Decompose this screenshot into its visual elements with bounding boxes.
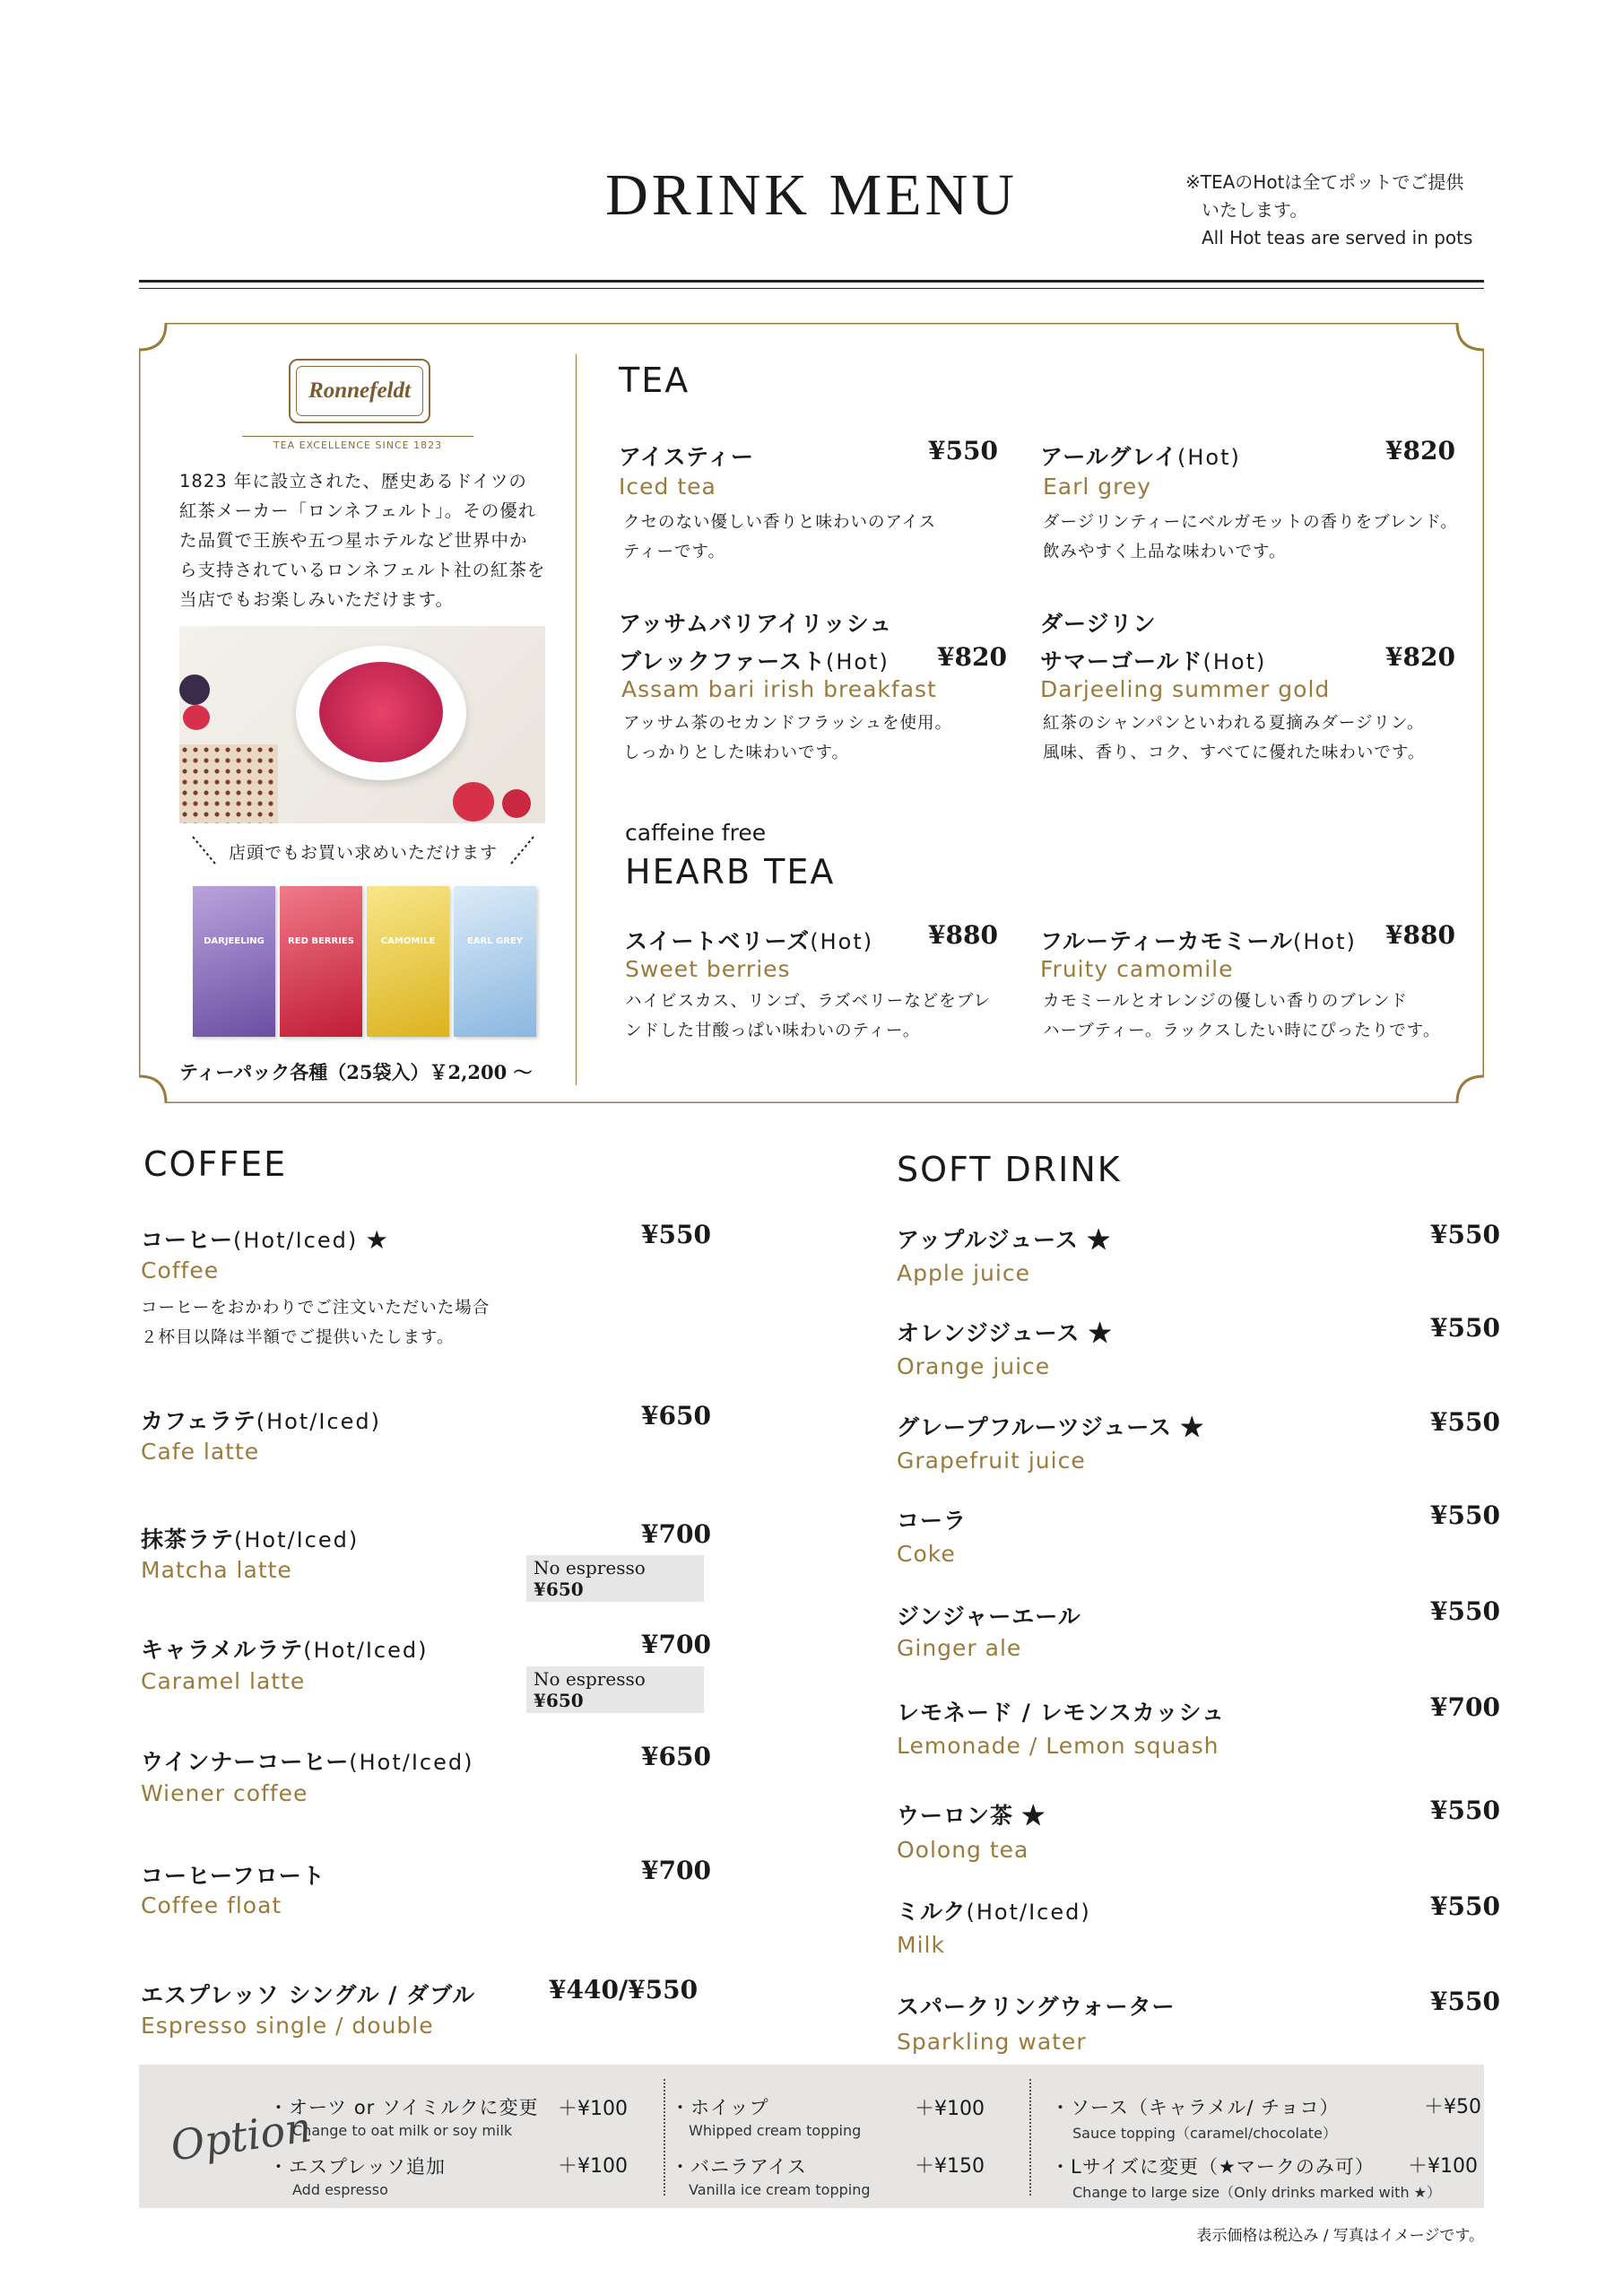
item-ja: ウインナーコーヒー bbox=[141, 1749, 350, 1775]
option-en: Change to oat milk or soy milk bbox=[292, 2122, 513, 2139]
item-en: Fruity camomile bbox=[1040, 956, 1234, 982]
desc-line: ティーです。 bbox=[623, 543, 726, 561]
item-sparkling-water: スパークリングウォーター bbox=[897, 1994, 1176, 2020]
pack-label: CAMOMILE bbox=[380, 936, 436, 946]
option-item: ・エスプレッソ追加 bbox=[269, 2156, 446, 2178]
item-paren: (Hot/Iced) bbox=[303, 1638, 429, 1663]
item-ja: フルーティーカモミール bbox=[1040, 928, 1294, 954]
item-paren: (Hot) bbox=[1293, 929, 1357, 954]
tea-heading: TEA bbox=[619, 361, 690, 400]
option-item: ・Lサイズに変更（★マークのみ可） bbox=[1051, 2156, 1375, 2178]
item-en: Earl grey bbox=[1043, 474, 1152, 500]
no-espresso-price: ¥650 bbox=[534, 1690, 584, 1711]
item-en: Oolong tea bbox=[897, 1837, 1029, 1863]
item-ja: キャラメルラテ bbox=[141, 1637, 304, 1663]
red-tea-image bbox=[319, 662, 443, 762]
item-espresso bbox=[141, 1978, 475, 2010]
option-price: ＋¥50 bbox=[1424, 2096, 1481, 2118]
options-divider bbox=[1029, 2079, 1031, 2196]
item-coffee bbox=[141, 1222, 387, 1255]
item-ja: コーヒー bbox=[141, 1227, 234, 1253]
item-desc bbox=[623, 508, 936, 567]
item-en: Lemonade / Lemon squash bbox=[897, 1733, 1219, 1759]
item-price: ¥550 bbox=[1430, 1500, 1500, 1530]
desc-line: ハイビスカス、リンゴ、ラズベリーなどをブレ bbox=[625, 992, 992, 1011]
option-en: Add espresso bbox=[292, 2181, 388, 2198]
strawberry-image bbox=[453, 782, 494, 822]
item-en: Assam bari irish breakfast bbox=[621, 676, 937, 702]
item-price: ¥820 bbox=[1385, 642, 1455, 672]
item-price: ¥880 bbox=[1385, 920, 1455, 950]
pack-label: EARL GREY bbox=[466, 936, 524, 946]
option-en: Change to large size（Only drinks marked with ★） bbox=[1072, 2184, 1442, 2201]
logo-text: Ronnefeldt bbox=[296, 366, 423, 416]
item-paren: (Hot/Iced) bbox=[234, 1527, 360, 1552]
pack-price: ティーパック各種（25袋入）￥2,200 〜 bbox=[179, 1061, 533, 1083]
item-en: Milk bbox=[897, 1932, 945, 1958]
item-en: Apple juice bbox=[897, 1260, 1030, 1286]
item-ja: コーヒーフロート bbox=[141, 1863, 325, 1889]
option-price: ＋¥150 bbox=[915, 2155, 985, 2178]
item-paren: (Hot/Iced) bbox=[256, 1409, 381, 1434]
item-en: Iced tea bbox=[619, 474, 716, 500]
item-lemonade: レモネード / レモンスカッシュ bbox=[897, 1700, 1226, 1726]
item-desc bbox=[1043, 508, 1458, 567]
item-ja: 抹茶ラテ bbox=[141, 1526, 235, 1552]
no-espresso-badge bbox=[526, 1666, 704, 1713]
desc-line: ハーブティー。ラックスしたい時にぴったりです。 bbox=[1043, 1022, 1441, 1040]
item-price: ¥440/¥550 bbox=[549, 1975, 699, 2005]
option-en: Sauce topping（caramel/chocolate） bbox=[1072, 2125, 1337, 2142]
desc-line: ンドした甘酸っぱい味わいのティー。 bbox=[625, 1022, 921, 1040]
footer-note: 表示価格は税込み / 写真はイメージです。 bbox=[1196, 2227, 1484, 2245]
item-price: ¥880 bbox=[928, 920, 998, 950]
intro-line: た品質で王族や五つ星ホテルなど世界中か bbox=[179, 530, 528, 551]
option-price: ＋¥100 bbox=[1408, 2155, 1478, 2178]
item-en: Sparkling water bbox=[897, 2029, 1087, 2055]
item-orange-juice: オレンジジュース ★ bbox=[897, 1320, 1113, 1346]
item-paren: (Hot/Iced) bbox=[233, 1228, 359, 1253]
desc-line: アッサム茶のセカンドフラッシュを使用。 bbox=[623, 714, 952, 733]
item-earl-grey bbox=[1040, 439, 1241, 472]
pot-note bbox=[1185, 169, 1472, 252]
item-paren: (Hot) bbox=[1177, 445, 1241, 470]
item-ja: エスプレッソ シングル / ダブル bbox=[141, 1982, 476, 2008]
item-price: ¥700 bbox=[641, 1856, 711, 1885]
item-paren: (Hot/Iced) bbox=[349, 1750, 474, 1775]
item-wiener-coffee bbox=[141, 1744, 474, 1777]
in-store-label: 店頭でもお買い求めいただけます bbox=[228, 843, 498, 863]
note-line: いたします。 bbox=[1202, 199, 1308, 221]
soft-drink-heading: SOFT DRINK bbox=[897, 1150, 1122, 1189]
item-cafe-latte bbox=[141, 1404, 381, 1436]
item-paren: (Hot) bbox=[810, 929, 874, 954]
item-price: ¥550 bbox=[1430, 1407, 1500, 1437]
frame-divider bbox=[576, 354, 577, 1085]
item-ja: ミルク bbox=[897, 1899, 967, 1925]
item-en: Grapefruit juice bbox=[897, 1448, 1086, 1474]
tea-pack-darjeeling bbox=[193, 886, 275, 1037]
option-price: ＋¥100 bbox=[558, 2098, 628, 2120]
item-ja-line1: アッサムバリアイリッシュ bbox=[619, 611, 893, 637]
option-en: Whipped cream topping bbox=[689, 2122, 862, 2139]
item-paren: (Hot) bbox=[1202, 649, 1267, 674]
option-item: ・バニラアイス bbox=[671, 2156, 807, 2178]
option-item: ・ホイップ bbox=[671, 2097, 769, 2118]
item-price: ¥550 bbox=[1430, 1892, 1500, 1921]
item-price: ¥550 bbox=[1430, 1796, 1500, 1825]
item-ja: アイスティー bbox=[619, 444, 755, 470]
item-price: ¥550 bbox=[1430, 1220, 1500, 1249]
note-line: ※TEAのHotは全てポットでご提供 bbox=[1185, 171, 1464, 193]
item-paren: (Hot/Iced) bbox=[966, 1900, 1091, 1925]
item-ginger-ale: ジンジャーエール bbox=[897, 1604, 1081, 1630]
intro-line: ら支持されているロンネフェルト社の紅茶を bbox=[179, 560, 546, 580]
item-en: Ginger ale bbox=[897, 1635, 1022, 1661]
desc-line: 紅茶のシャンパンといわれる夏摘みダージリン。 bbox=[1043, 714, 1425, 733]
caffeine-free-label: caffeine free bbox=[625, 820, 767, 846]
desc-line: カモミールとオレンジの優しい香りのブレンド bbox=[1043, 992, 1409, 1011]
pack-label: DARJEELING bbox=[204, 936, 265, 946]
item-caramel-latte bbox=[141, 1632, 429, 1665]
item-en: Coke bbox=[897, 1541, 956, 1567]
header-rule-bottom bbox=[139, 288, 1484, 289]
desc-line: コーヒーをおかわりでご注文いただいた場合 bbox=[141, 1299, 490, 1318]
dried-herbs-image bbox=[179, 744, 278, 823]
tea-pack-camomile bbox=[367, 886, 449, 1037]
item-en: Coffee float bbox=[141, 1892, 282, 1918]
intro-line: 当店でもお楽しみいただけます。 bbox=[179, 589, 454, 610]
item-price: ¥550 bbox=[1430, 1596, 1500, 1626]
item-en: Sweet berries bbox=[625, 956, 791, 982]
no-espresso-price: ¥650 bbox=[534, 1578, 584, 1600]
page-title: DRINK MENU bbox=[605, 162, 1018, 228]
item-grapefruit-juice: グレープフルーツジュース ★ bbox=[897, 1414, 1204, 1440]
options-divider bbox=[664, 2079, 665, 2196]
item-en: Espresso single / double bbox=[141, 2013, 434, 2039]
logo-tagline: TEA EXCELLENCE SINCE 1823 bbox=[242, 436, 473, 451]
option-price: ＋¥100 bbox=[558, 2155, 628, 2178]
item-ja: カフェラテ bbox=[141, 1408, 256, 1434]
item-ja: ブレックファースト bbox=[619, 648, 827, 674]
option-price: ＋¥100 bbox=[915, 2098, 985, 2120]
item-oolong-tea: ウーロン茶 ★ bbox=[897, 1803, 1046, 1829]
item-en: Cafe latte bbox=[141, 1439, 260, 1465]
strawberry-image bbox=[183, 705, 210, 730]
desc-line: クセのない優しい香りと味わいのアイス bbox=[623, 513, 937, 532]
no-espresso-label: No espresso bbox=[534, 1557, 646, 1578]
item-coke: コーラ bbox=[897, 1508, 968, 1534]
item-iced-tea bbox=[619, 439, 754, 472]
tea-pack-red-berries bbox=[280, 886, 362, 1037]
desc-line: 風味、香り、コク、すべてに優れた味わいです。 bbox=[1043, 744, 1426, 762]
item-price: ¥650 bbox=[641, 1401, 711, 1431]
star-icon: ★ bbox=[366, 1227, 388, 1253]
item-price: ¥550 bbox=[1430, 1313, 1500, 1343]
item-ja: スイートベリーズ bbox=[625, 928, 811, 954]
item-price: ¥650 bbox=[641, 1742, 711, 1771]
item-en: Darjeeling summer gold bbox=[1040, 676, 1331, 702]
strawberry-image bbox=[502, 789, 531, 818]
desc-line: ダージリンティーにベルガモットの香りをブレンド。 bbox=[1043, 513, 1458, 532]
note-line: All Hot teas are served in pots bbox=[1202, 227, 1473, 248]
item-en: Orange juice bbox=[897, 1353, 1051, 1379]
option-en: Vanilla ice cream topping bbox=[689, 2181, 871, 2198]
intro-line: 1823 年に設立された、歴史あるドイツの bbox=[179, 471, 527, 491]
ronnefeldt-logo bbox=[289, 359, 430, 423]
item-fruity-camomile bbox=[1040, 924, 1357, 956]
item-paren: (Hot) bbox=[826, 649, 890, 674]
brand-intro bbox=[179, 466, 547, 614]
item-price: ¥820 bbox=[937, 642, 1007, 672]
item-en: Caramel latte bbox=[141, 1668, 306, 1694]
item-apple-juice: アップルジュース ★ bbox=[897, 1227, 1111, 1253]
item-desc bbox=[141, 1293, 490, 1352]
item-desc bbox=[625, 987, 991, 1046]
item-ja: アールグレイ bbox=[1040, 444, 1178, 470]
item-desc bbox=[1043, 709, 1425, 768]
item-coffee-float bbox=[141, 1858, 325, 1891]
item-darjeeling bbox=[1040, 606, 1266, 676]
item-ja: サマーゴールド bbox=[1040, 648, 1203, 674]
no-espresso-badge bbox=[526, 1555, 704, 1602]
header-rule-top bbox=[139, 280, 1484, 283]
herb-tea-heading: HEARB TEA bbox=[625, 852, 836, 891]
item-milk bbox=[897, 1894, 1091, 1926]
item-price: ¥700 bbox=[641, 1519, 711, 1549]
blackberry-image bbox=[179, 674, 210, 705]
item-price: ¥550 bbox=[1430, 1987, 1500, 2016]
item-desc bbox=[623, 709, 952, 768]
desc-line: ２杯目以降は半額でご提供いたします。 bbox=[141, 1328, 455, 1347]
intro-line: 紅茶メーカー「ロンネフェルト」。その優れ bbox=[179, 500, 537, 521]
item-price: ¥700 bbox=[1430, 1692, 1500, 1722]
item-sweet-berries bbox=[625, 924, 873, 956]
item-assam bbox=[619, 606, 892, 676]
desc-line: 飲みやすく上品な味わいです。 bbox=[1043, 543, 1287, 561]
item-en: Matcha latte bbox=[141, 1557, 292, 1583]
item-price: ¥550 bbox=[641, 1220, 711, 1249]
item-desc bbox=[1043, 987, 1440, 1046]
option-item: ・ソース（キャラメル/ チョコ） bbox=[1051, 2097, 1340, 2118]
item-en: Coffee bbox=[141, 1257, 220, 1283]
pack-label: RED BERRIES bbox=[288, 936, 354, 946]
tea-pack-earl-grey bbox=[454, 886, 536, 1037]
item-price: ¥550 bbox=[928, 436, 998, 465]
coffee-heading: COFFEE bbox=[143, 1144, 288, 1184]
item-en: Wiener coffee bbox=[141, 1780, 308, 1806]
desc-line: しっかりとした味わいです。 bbox=[623, 744, 850, 762]
item-ja-line1: ダージリン bbox=[1040, 611, 1157, 637]
option-logo: Option bbox=[168, 2102, 315, 2170]
item-matcha-latte bbox=[141, 1522, 359, 1554]
item-price: ¥820 bbox=[1385, 436, 1455, 465]
no-espresso-label: No espresso bbox=[534, 1668, 646, 1690]
item-price: ¥700 bbox=[641, 1630, 711, 1659]
option-item: ・オーツ or ソイミルクに変更 bbox=[269, 2097, 539, 2118]
